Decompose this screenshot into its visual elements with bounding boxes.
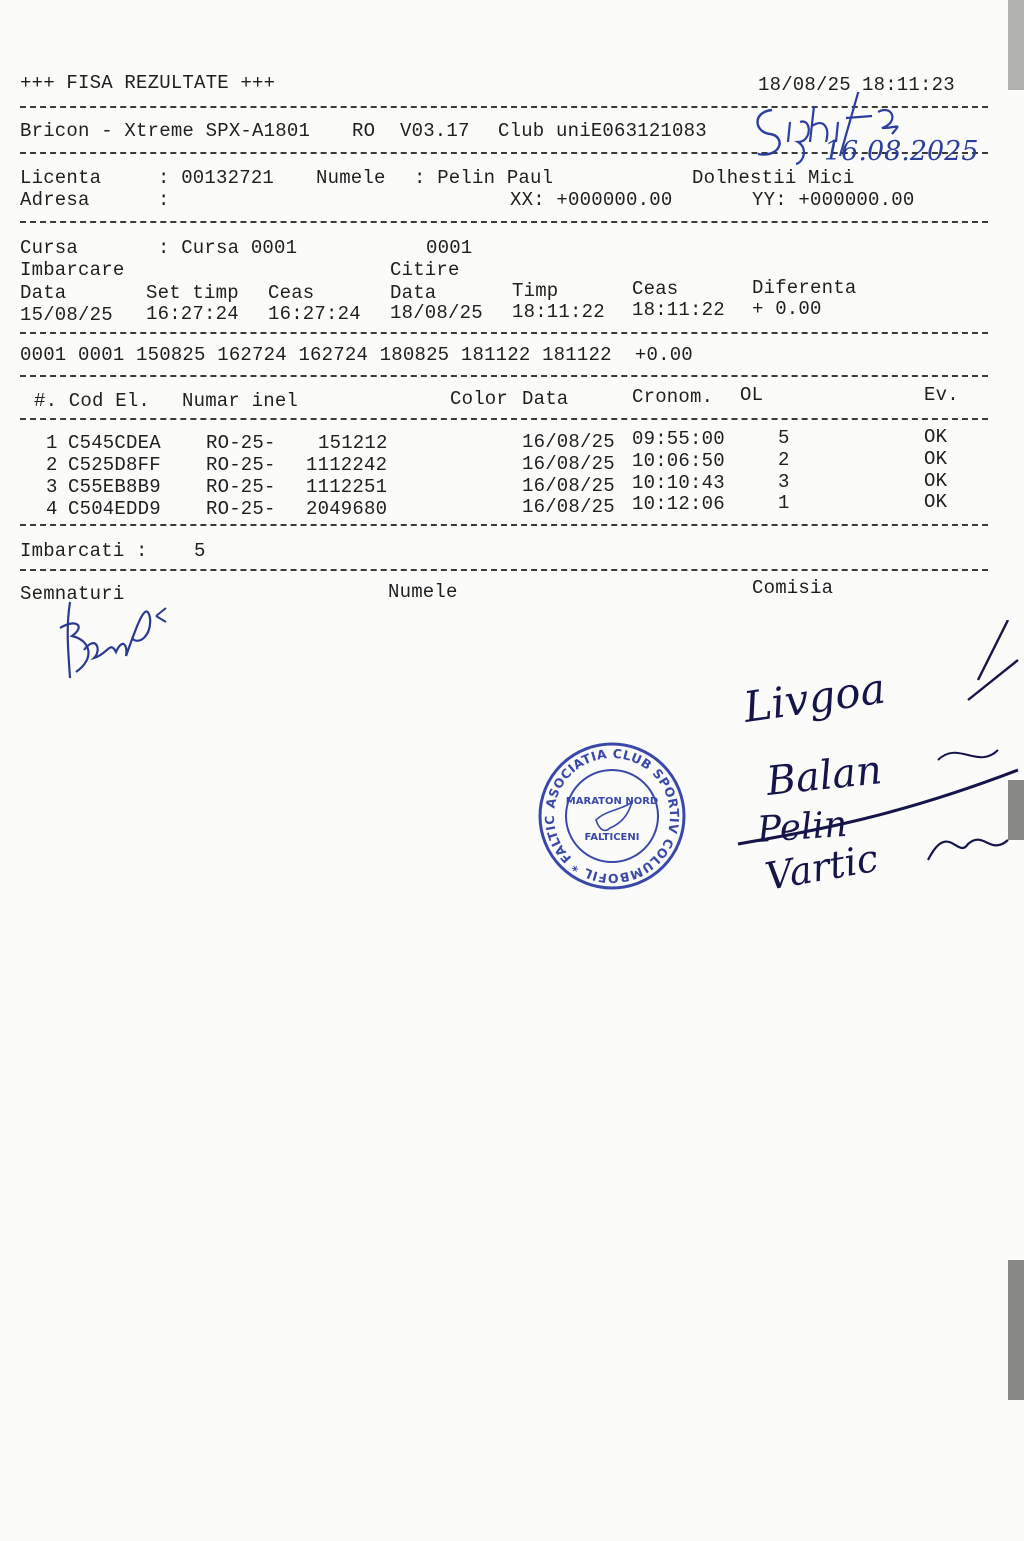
row-date: 16/08/25 [522,431,615,453]
name-label: Numele [316,167,386,189]
val-imbarcare-data: 15/08/25 [20,304,113,326]
row-number: 4 [46,498,58,520]
th-cronom: Cronom. [632,386,714,408]
divider [20,375,988,377]
names-label: Numele [388,581,458,603]
commission-name-1: Livgoa [740,663,889,732]
row-number: 3 [46,476,58,498]
col-citire-ceas: Ceas [632,278,679,300]
val-imbarcare-ceas: 16:27:24 [268,303,361,325]
val-timp: 18:11:22 [512,301,605,323]
val-set-timp: 16:27:24 [146,303,239,325]
scan-edge-shadow [1008,1260,1024,1400]
handwritten-race-note [742,92,992,172]
handwritten-date: 16.08.2025 [824,136,979,167]
signatures-label: Semnaturi [20,583,125,605]
th-ol: OL [740,384,764,406]
signature-ink [56,588,176,684]
row-ev: OK [924,491,948,513]
stamp-center-city: FALTICENI [584,832,640,843]
imbarcati-label: Imbarcati : [20,540,148,562]
commission-name-3: Pelin [755,803,849,851]
printed-date: 18/08/25 [758,74,851,96]
th-color: Color [450,388,509,410]
th-ring: Numar inel [182,390,299,412]
row-date: 16/08/25 [522,475,615,497]
commission-name-4: Vartic [761,835,882,899]
row-ev: OK [924,448,948,470]
val-citire-data: 18/08/25 [390,302,483,324]
row-chip-code: C525D8FF [68,454,161,476]
row-chip-code: C545CDEA [68,432,161,454]
scan-edge-shadow [1008,780,1024,840]
col-timp: Timp [512,280,559,302]
col-imbarcare-ceas: Ceas [268,282,315,304]
cursa-label: Cursa [20,237,79,259]
receipt-title: +++ FISA REZULTATE +++ [20,72,276,94]
licence-value: : 00132721 [158,167,275,189]
row-ol: 5 [778,427,790,449]
row-ring-prefix: RO-25- [206,454,276,476]
val-diferenta: + 0.00 [752,298,822,320]
row-ring-prefix: RO-25- [206,498,276,520]
row-number: 2 [46,454,58,476]
commission-ink [728,620,1024,910]
row-ring-prefix: RO-25- [206,476,276,498]
th-code: #. Cod El. [34,390,151,412]
row-ring-number: 1112251 [306,476,388,498]
stamp-center-text: MARATON NORD [565,796,659,807]
stamp-ring-text: ASOCIATIA CLUB SPORTIV COLUMBOFIL * FALTIC [541,745,683,887]
row-chip-code: C504EDD9 [68,498,161,520]
col-citire-data: Data [390,282,437,304]
row-ol: 1 [778,492,790,514]
row-ev: OK [924,426,948,448]
handwritten-note-ink [742,92,992,172]
locality: Dolhestii Mici [692,167,855,189]
row-ring-number: 1112242 [306,454,388,476]
imbarcati-count: 5 [194,540,206,562]
firmware-version: V03.17 [400,120,470,142]
club-id: Club uniE063121083 [498,120,707,142]
row-date: 16/08/25 [522,496,615,518]
commission-signatures [728,620,1024,910]
scan-edge-shadow [1008,0,1024,90]
row-ol: 3 [778,471,790,493]
licence-label: Licenta [20,167,102,189]
row-number: 1 [46,432,58,454]
row-ev: OK [924,470,948,492]
th-date: Data [522,388,569,410]
commission-name-2: Balan [764,747,885,805]
address-value: : [158,189,170,211]
row-ol: 2 [778,449,790,471]
device-country: RO [352,120,376,142]
row-chip-code: C55EB8B9 [68,476,161,498]
row-ring-prefix: RO-25- [206,432,276,454]
coord-xx: XX: +000000.00 [510,189,673,211]
row-time: 10:10:43 [632,472,725,494]
col-diferenta: Diferenta [752,277,857,299]
handwritten-signature [56,588,176,684]
row-date: 16/08/25 [522,453,615,475]
name-value: : Pelin Paul [414,167,554,189]
race-summary-line: 0001 0001 150825 162724 162724 180825 181122 181122 +0.00 [20,344,693,366]
commission-label: Comisia [752,577,834,599]
th-ev: Ev. [924,384,959,406]
row-ring-number: 151212 [318,432,388,454]
citire-label: Citire [390,259,460,281]
row-ring-number: 2049680 [306,498,388,520]
val-citire-ceas: 18:11:22 [632,299,725,321]
stamp-seal [536,740,688,892]
device-name: Bricon - Xtreme SPX-A1801 [20,120,311,142]
divider [20,418,988,420]
row-time: 10:06:50 [632,450,725,472]
col-imbarcare-data: Data [20,282,67,304]
divider [20,332,988,334]
imbarcare-label: Imbarcare [20,259,125,281]
printed-time: 18:11:23 [862,74,955,96]
divider [20,524,988,526]
divider [20,221,988,223]
cursa-code: 0001 [426,237,473,259]
club-stamp [536,740,688,892]
divider [20,569,988,571]
coord-yy: YY: +000000.00 [752,189,915,211]
col-set-timp: Set timp [146,282,239,304]
cursa-value: : Cursa 0001 [158,237,298,259]
address-label: Adresa [20,189,90,211]
row-time: 09:55:00 [632,428,725,450]
row-time: 10:12:06 [632,493,725,515]
